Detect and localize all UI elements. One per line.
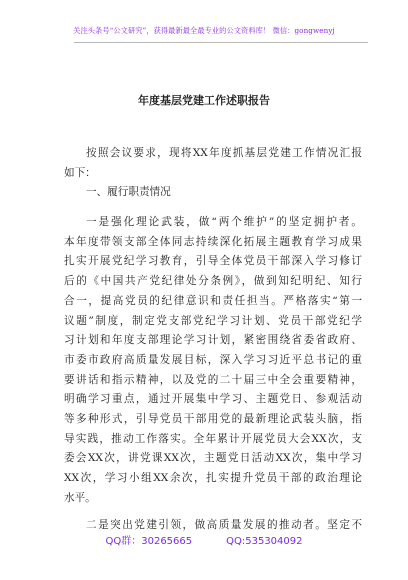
footer-qq-group: QQ群：30265665 (105, 536, 193, 547)
document-title: 年度基层党建工作述职报告 (138, 94, 270, 107)
body-line: 后的《中国共产党纪律处分条例》，做到知纪明纪、知行 (64, 275, 362, 288)
body-line: 扎实开展党纪学习教育，引导全体党员干部深入学习修订 (64, 255, 362, 268)
body-line: 要讲话和指示精神，以及党的二十届三中全会重要精神， (64, 373, 362, 386)
section-heading: 一、履行职责情况 (86, 186, 171, 199)
body-line: 水平。 (64, 491, 96, 504)
body-line: 导实践，推动工作落实。全年累计开展党员大会XX次，支 (64, 432, 362, 445)
footer-qq-number: QQ:535304092 (226, 536, 303, 547)
body-line: 按照会议要求，现将XX年度抓基层党建工作情况汇报 (86, 147, 362, 159)
body-line: 二是突出党建引领，做高质量发展的推动者。坚定不 (86, 519, 362, 532)
header-banner: 关注头条号“公文研究”，获得最新最全最专业的公文资料库！ 微信：gongwenyj (73, 26, 335, 35)
body-line: 明确学习重点，通过开展集中学习、主题党日、参观活动 (64, 393, 362, 406)
footer-contact (0, 532, 408, 547)
body-line: XX次，学习小组XX余次，扎实提升党员干部的政治理论 (64, 472, 362, 484)
body-line: 委会XX次，讲党课XX次，主题党日活动XX次，集中学习 (64, 452, 362, 465)
body-line: 市委市政府高质量发展目标，深入学习习近平总书记的重 (64, 353, 362, 366)
body-line: 习计划和年度支部理论学习计划，紧密围绕省委省政府、 (64, 334, 362, 347)
body-line: 如下： (64, 166, 96, 179)
body-line: 议题”制度，制定党支部党纪学习计划、党员干部党纪学 (64, 314, 362, 327)
body-line: 等多种形式，引导党员干部用党的最新理论武装头脑，指 (64, 412, 362, 425)
body-line: 本年度带领支部全体同志持续深化拓展主题教育学习成果 (64, 235, 362, 248)
header-divider (74, 42, 368, 43)
body-line: 一是强化理论武装，做“两个维护”的坚定拥护者。 (86, 216, 362, 229)
body-line: 合一，提高党员的纪律意识和责任担当。严格落实“第一 (64, 294, 362, 307)
document-body (64, 144, 362, 536)
